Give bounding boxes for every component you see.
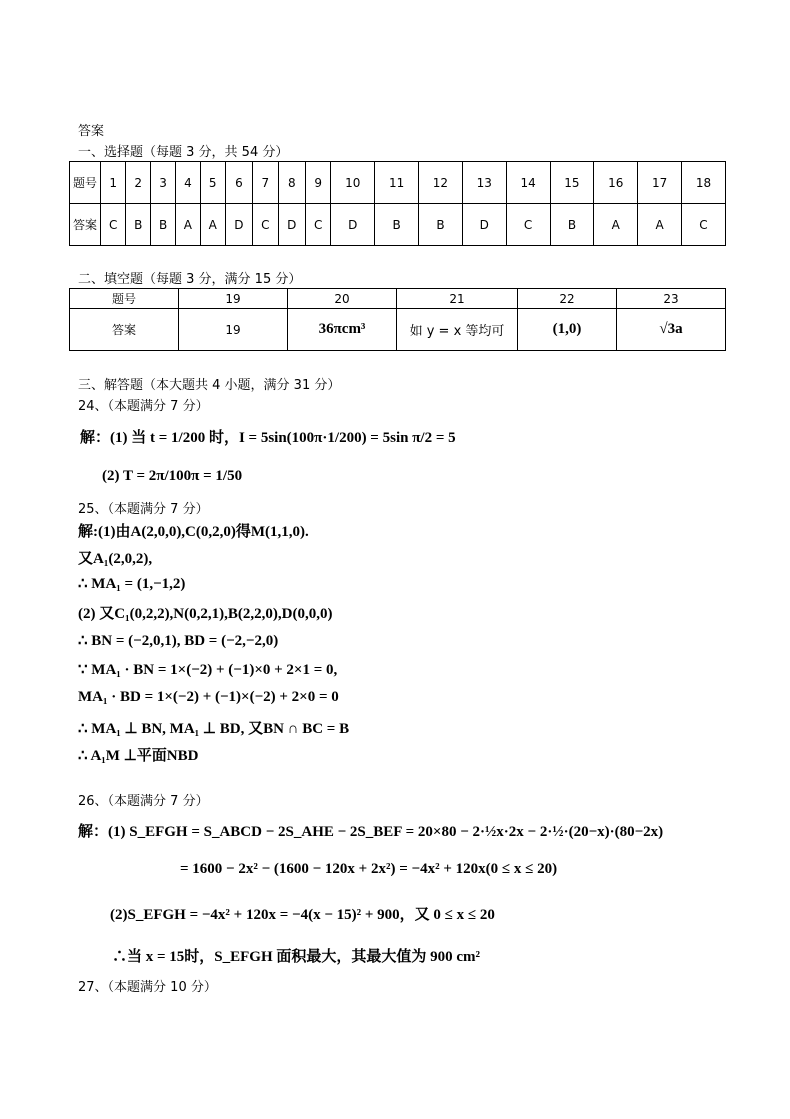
choice-number-cell: 5 (200, 162, 225, 204)
fill-answer-table (69, 288, 726, 351)
choice-number-cell: 11 (375, 162, 419, 204)
choice-answer-cell: C (306, 204, 331, 246)
fill-num-20: 20 (288, 289, 397, 309)
fill-answer-23: √3a (617, 309, 726, 351)
choice-answer-cell: D (331, 204, 375, 246)
fill-answer-22: (1,0) (518, 309, 617, 351)
choice-number-cell: 15 (550, 162, 594, 204)
choice-answer-cell: C (101, 204, 126, 246)
q26-line3: (2)S_EFGH = −4x² + 120x = −4(x − 15)² + 900，又 0 ≤ x ≤ 20 (110, 907, 495, 923)
q25-line: 解:(1)由A(2,0,0),C(0,2,0)得M(1,1,0). (78, 524, 309, 540)
choice-answer-table (69, 161, 726, 246)
q27-heading: 27、（本题满分 10 分） (78, 980, 217, 995)
fill-answer-20: 36πcm³ (288, 309, 397, 351)
choice-answer-cell: B (419, 204, 463, 246)
choice-answer-cell: C (506, 204, 550, 246)
q25-line: MA₁ · BD = 1×(−2) + (−1)×(−2) + 2×0 = 0 (78, 689, 339, 705)
q25-line: 又A₁(2,0,2), (78, 551, 153, 567)
q25-line: (2) 又C₁(0,2,2),N(0,2,1),B(2,2,0),D(0,0,0) (78, 606, 333, 622)
choice-answer-cell: D (225, 204, 253, 246)
section1-title: 一、选择题（每题 3 分，共 54 分） (78, 145, 289, 160)
choice-number-cell: 9 (306, 162, 331, 204)
doc-header: 答案 (78, 124, 105, 139)
choice-answer-cell: A (200, 204, 225, 246)
row-label-answer: 答案 (70, 204, 101, 246)
q25-line: ∵ MA₁ · BN = 1×(−2) + (−1)×0 + 2×1 = 0, (78, 662, 338, 678)
q26-line1: 解：(1) S_EFGH = S_ABCD − 2S_AHE − 2S_BEF = 20×80 − 2·½x·2x − 2·½·(20−x)·(80−2x) (78, 824, 664, 840)
fill-num-19: 19 (179, 289, 288, 309)
choice-answer-cell: C (682, 204, 726, 246)
choice-number-cell: 16 (594, 162, 638, 204)
choice-answer-cell: A (176, 204, 201, 246)
fill-answer-21: 如 y = x 等均可 (397, 309, 518, 351)
q25-line: ∴ MA₁ = (1,−1,2) (78, 576, 186, 592)
choice-number-cell: 6 (225, 162, 253, 204)
choice-number-cell: 1 (101, 162, 126, 204)
choice-number-cell: 13 (462, 162, 506, 204)
choice-number-cell: 17 (638, 162, 682, 204)
choice-answer-cell: B (151, 204, 176, 246)
choice-answer-cell: B (375, 204, 419, 246)
choice-number-cell: 12 (419, 162, 463, 204)
choice-answer-cell: D (462, 204, 506, 246)
fill-header-label: 题号 (70, 289, 179, 309)
choice-number-cell: 10 (331, 162, 375, 204)
choice-number-cell: 7 (253, 162, 278, 204)
q24-heading: 24、（本题满分 7 分） (78, 399, 209, 414)
fill-answer-label: 答案 (70, 309, 179, 351)
fill-num-22: 22 (518, 289, 617, 309)
row-label-number: 题号 (70, 162, 101, 204)
choice-answer-cell: A (594, 204, 638, 246)
section3-title: 三、解答题（本大题共 4 小题，满分 31 分） (78, 378, 341, 393)
choice-number-cell: 18 (682, 162, 726, 204)
q26-line2: = 1600 − 2x² − (1600 − 120x + 2x²) = −4x² + 120x(0 ≤ x ≤ 20) (180, 861, 558, 877)
section2-title: 二、填空题（每题 3 分，满分 15 分） (78, 272, 302, 287)
choice-number-cell: 14 (506, 162, 550, 204)
choice-number-cell: 4 (176, 162, 201, 204)
q25-line: ∴ A₁M ⊥平面NBD (78, 748, 199, 764)
choice-answer-cell: B (126, 204, 151, 246)
fill-num-23: 23 (617, 289, 726, 309)
q24-part2: (2) T = 2π/100π = 1/50 (102, 468, 243, 484)
choice-answer-cell: D (278, 204, 306, 246)
choice-answer-cell: B (550, 204, 594, 246)
q25-line: ∴ BN = (−2,0,1), BD = (−2,−2,0) (78, 633, 279, 649)
q26-heading: 26、（本题满分 7 分） (78, 794, 209, 809)
q24-part1: 解：(1) 当 t = 1/200 时，I = 5sin(100π·1/200) = 5sin π/2 = 5 (80, 430, 456, 446)
fill-answer-19: 19 (179, 309, 288, 351)
q25-line: ∴ MA₁ ⊥ BN, MA₁ ⊥ BD, 又BN ∩ BC = B (78, 721, 350, 737)
q26-line4: ∴当 x = 15时，S_EFGH 面积最大，其最大值为 900 cm² (112, 949, 481, 965)
choice-number-cell: 3 (151, 162, 176, 204)
fill-num-21: 21 (397, 289, 518, 309)
q25-heading: 25、（本题满分 7 分） (78, 502, 209, 517)
choice-answer-cell: C (253, 204, 278, 246)
choice-answer-cell: A (638, 204, 682, 246)
choice-number-cell: 8 (278, 162, 306, 204)
choice-number-cell: 2 (126, 162, 151, 204)
